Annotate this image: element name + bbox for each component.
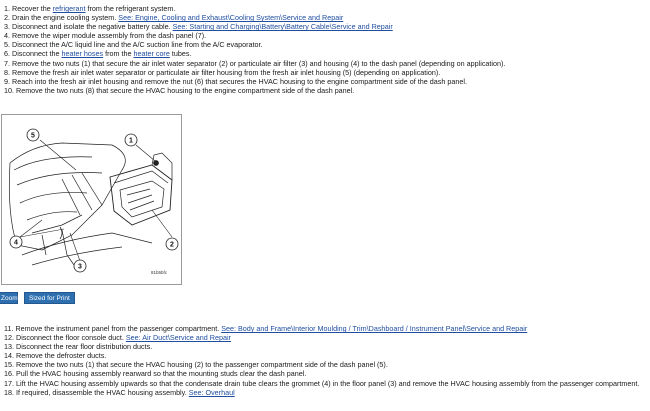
hvac-removal-figure: [1, 114, 182, 285]
step-number: 6.: [4, 49, 10, 59]
step-text: Remove the two nuts (1) that secure the air inlet water separator (2) or particulate air filter (3) and housing (4) to the dash panel (depending on application).: [12, 58, 506, 68]
step-item: [4, 77, 505, 86]
step-text: Disconnect and isolate the negative battery cable.: [12, 22, 173, 32]
step-item: [4, 13, 505, 22]
step-item: [4, 324, 639, 333]
step-link[interactable]: refrigerant: [52, 4, 86, 13]
step-number: 15.: [4, 360, 14, 370]
step-item: [4, 59, 505, 68]
step-number: 18.: [4, 387, 14, 397]
step-text: tubes.: [169, 49, 192, 59]
step-text: Reach into the fresh air inlet housing and remove the nut (6) that secures the HVAC housing to the engine compartment side of the dash panel.: [12, 76, 467, 86]
step-text: Remove the wiper module assembly from the dash panel (7).: [12, 31, 207, 41]
step-text: Recover the: [12, 4, 53, 13]
step-text: Lift the HVAC housing assembly upwards so that the condensate drain tube clears the grommet (4) in the floor panel (3) and remove the HVAC housing assembly from the passenger compartment.: [16, 378, 640, 388]
step-item: [4, 379, 639, 388]
step-text: Pull the HVAC housing assembly rearward so that the mounting studs clear the dash panel.: [16, 369, 307, 379]
step-text: Disconnect the A/C liquid line and the A/C suction line from the A/C evaporator.: [12, 40, 263, 50]
step-text: Disconnect the floor console duct.: [16, 333, 126, 343]
step-number: 8.: [4, 67, 10, 77]
hvac-housing-illustration: [2, 115, 181, 284]
step-number: 10.: [4, 85, 14, 95]
step-text: Remove the defroster ducts.: [16, 351, 107, 361]
step-item: [4, 40, 505, 49]
procedure-steps-bottom: [4, 324, 639, 397]
step-number: 7.: [4, 58, 10, 68]
step-text: If required, disassemble the HVAC housing assembly.: [16, 387, 189, 397]
step-text: Remove the two nuts (1) that secure the HVAC housing (2) to the passenger compartment side of the dash panel (5).: [16, 360, 388, 370]
step-number: 17.: [4, 378, 14, 388]
step-number: 11.: [4, 324, 14, 333]
step-number: 13.: [4, 342, 14, 352]
step-text: from the: [103, 49, 134, 59]
step-text: Disconnect the: [12, 49, 62, 59]
step-item: [4, 351, 639, 360]
step-number: 12.: [4, 333, 14, 343]
step-link[interactable]: heater hoses: [61, 49, 104, 59]
figure-code: 81b5bfc: [150, 270, 167, 275]
callout-3-label: 3: [78, 263, 82, 271]
step-number: 16.: [4, 369, 14, 379]
sized-for-print-button[interactable]: Sized for Print: [24, 292, 75, 304]
zoom-button[interactable]: Zoom: [0, 292, 18, 304]
procedure-steps-top: [4, 4, 505, 95]
step-item: [4, 360, 639, 369]
callout-4-label: 4: [14, 239, 18, 247]
step-text: Remove the fresh air inlet water separator or particulate air filter housing from the fresh air inlet housing (5) (depending on application).: [12, 67, 441, 77]
step-link[interactable]: See: Air Duct\Service and Repair: [125, 333, 231, 343]
step-link[interactable]: heater core: [133, 49, 170, 59]
step-item: [4, 342, 639, 351]
callout-2-label: 2: [170, 241, 174, 249]
step-number: 9.: [4, 76, 10, 86]
callout-5-label: 5: [31, 132, 35, 140]
step-item: [4, 388, 639, 397]
step-text: Disconnect the rear floor distribution ducts.: [16, 342, 153, 352]
step-link[interactable]: See: Overhaul: [188, 387, 235, 397]
step-number: 4.: [4, 31, 10, 41]
step-text: Drain the engine cooling system.: [12, 13, 119, 23]
step-text: Remove the instrument panel from the passenger compartment.: [15, 324, 222, 333]
step-text: Remove the two nuts (8) that secure the HVAC housing to the engine compartment side of the dash panel.: [16, 85, 355, 95]
step-number: 1.: [4, 4, 10, 13]
step-item: [4, 49, 505, 58]
step-item: [4, 31, 505, 40]
step-number: 5.: [4, 40, 10, 50]
step-item: [4, 333, 639, 342]
step-item: [4, 369, 639, 378]
step-number: 2.: [4, 13, 10, 23]
step-number: 14.: [4, 351, 14, 361]
step-item: [4, 22, 505, 31]
step-item: [4, 4, 505, 13]
step-text: from the refrigerant system.: [85, 4, 176, 13]
step-item: [4, 86, 505, 95]
step-link[interactable]: See: Engine, Cooling and Exhaust\Cooling System\Service and Repair: [118, 13, 344, 23]
step-item: [4, 68, 505, 77]
callout-1-label: 1: [129, 137, 133, 145]
step-number: 3.: [4, 22, 10, 32]
step-link[interactable]: See: Starting and Charging\Battery\Battery Cable\Service and Repair: [172, 22, 393, 32]
step-link[interactable]: See: Body and Frame\Interior Moulding / Trim\Dashboard / Instrument Panel\Service and Repair: [221, 324, 528, 333]
